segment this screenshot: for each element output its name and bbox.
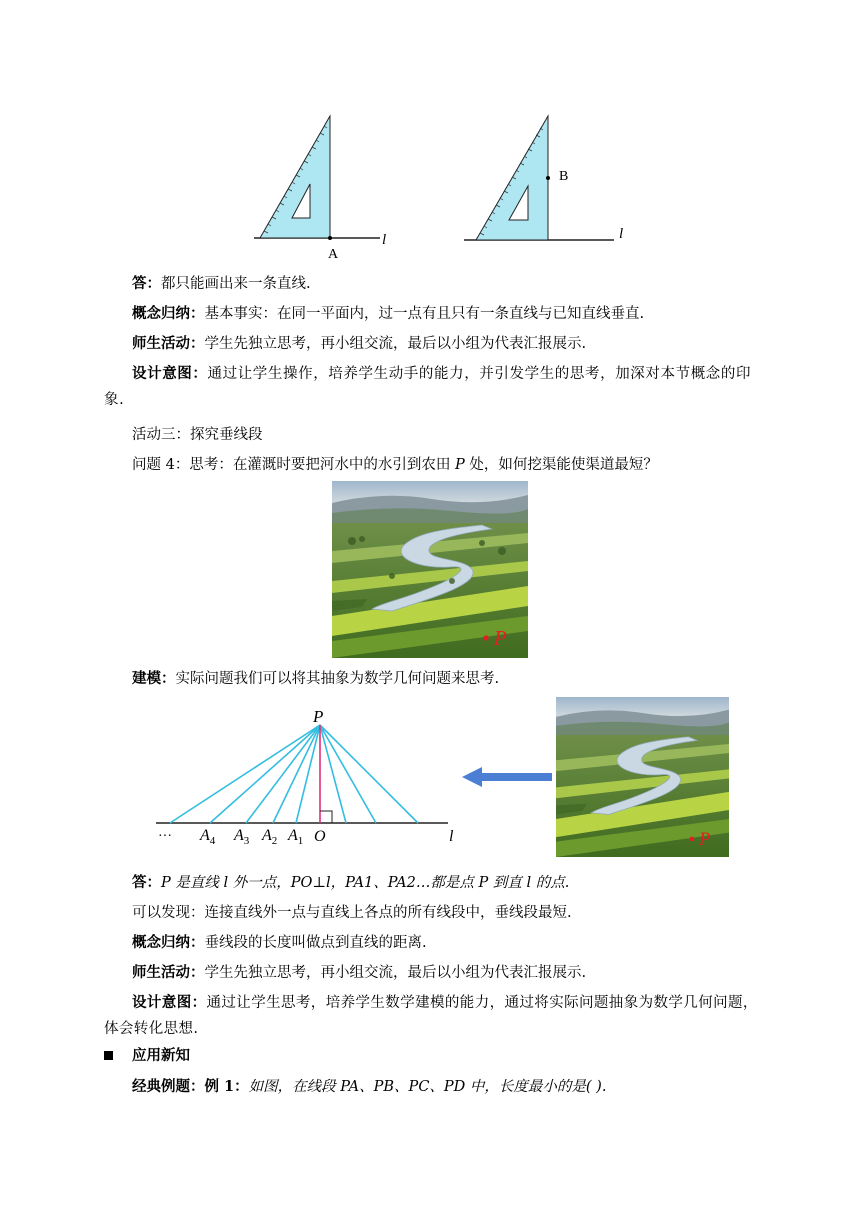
perpendicular-segment-diagram	[150, 700, 470, 848]
set-square	[260, 116, 330, 238]
label-a1: $A_1$	[288, 827, 304, 847]
section-bullet-icon	[104, 1051, 113, 1060]
teacher-student-activity-1: 师生活动：学生先独立思考，再小组交流，最后以小组为代表汇报展示.	[132, 335, 587, 352]
label-o: O	[314, 828, 326, 845]
design-intent-2: 设计意图：通过让学生思考，培养学生数学建模的能力，通过将实际问题抽象为数学几何问题，体会转化思想.	[104, 994, 758, 1037]
label-ellipsis: ···	[158, 829, 172, 844]
label-a4: $A_4$	[200, 827, 216, 847]
concept-summary-1: 概念归纳：基本事实：在同一平面内，过一点有且只有一条直线与已知直线垂直.	[132, 305, 645, 322]
example-1: 经典例题：例 1：如图，在线段 PA、PB、PC、PD 中，长度最小的是( ).	[132, 1078, 607, 1095]
set-square-figure-a	[248, 110, 398, 265]
label-b: B	[559, 169, 569, 184]
section-title: 应用新知	[132, 1047, 190, 1064]
label-a: A	[328, 247, 339, 262]
set-square	[476, 116, 548, 240]
river-photo-small	[556, 697, 729, 857]
label-a3: $A_3$	[234, 827, 250, 847]
photo-p-label: P	[698, 829, 711, 851]
design-intent-1: 设计意图：通过让学生操作，培养学生动手的能力，并引发学生的思考，加深对本节概念的印象.	[104, 365, 752, 408]
right-angle-mark	[320, 811, 332, 823]
left-arrow-icon	[462, 766, 554, 788]
river-photo	[332, 481, 528, 658]
label-p: P	[313, 707, 324, 726]
river-landscape-image	[556, 697, 729, 857]
set-square-figure-b	[462, 110, 642, 250]
label-l: l	[449, 828, 454, 845]
photo-p-label: P	[494, 626, 507, 650]
discovery: 可以发现：连接直线外一点与直线上各点的所有线段中，垂线段最短.	[132, 905, 572, 921]
label-l: l	[382, 232, 387, 248]
oblique-segments	[170, 725, 418, 823]
teacher-student-activity-2: 师生活动：学生先独立思考，再小组交流，最后以小组为代表汇报展示.	[132, 964, 587, 981]
river-landscape-image	[332, 481, 528, 658]
activity-3-title: 活动三：探究垂线段	[132, 427, 263, 443]
answer-2: 答：P 是直线 l 外一点，PO⊥l，PA1、PA2…都是点 P 到直 l 的点.	[132, 874, 570, 891]
modeling: 建模：实际问题我们可以将其抽象为数学几何问题来思考.	[132, 670, 500, 687]
question-4: 问题 4：思考：在灌溉时要把河水中的水引到农田 P 处，如何挖渠能使渠道最短？	[132, 457, 658, 473]
answer-1: 答：都只能画出来一条直线.	[132, 275, 311, 292]
label-a2: $A_2$	[262, 827, 278, 847]
label-l: l	[619, 226, 624, 242]
concept-summary-2: 概念归纳：垂线段的长度叫做点到直线的距离.	[132, 934, 427, 951]
